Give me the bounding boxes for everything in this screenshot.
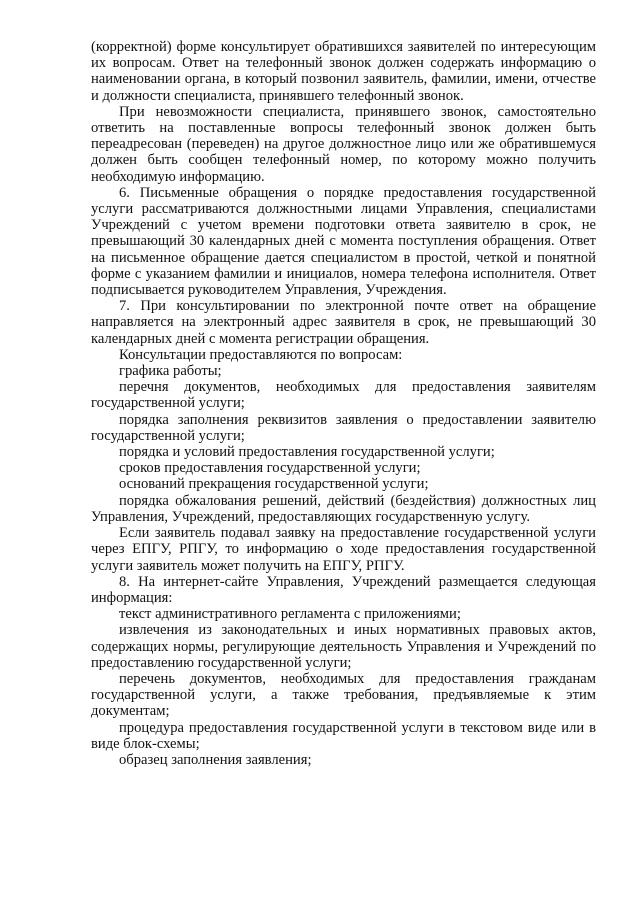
list-item-work-schedule: графика работы; bbox=[119, 363, 222, 380]
list-item-documents-list: перечня документов, необходимых для предоставления заявителям государственной услуги; bbox=[91, 379, 596, 412]
paragraph-written-requests: 6. Письменные обращения о порядке предоставления государственной услуги рассматриваются должностными лицами Управления, специалистами Учреждений с учетом времени подготовки ответа заявителю в срок, не превышающий 30 календарных дней с момента поступления обращения. Ответ на письменное обращение дается специалистом в простой, четкой и понятной форме с указанием фамилии и инициалов, номера телефона исполнителя. Ответ подписывается руководителем Управления, Учреждения. bbox=[91, 184, 596, 299]
paragraph-phone-answer-continuation: (корректной) форме консультирует обратившихся заявителей по интересующим их вопросам. Ответ на телефонный звонок должен содержать информацию о наименовании органа, в который позвонил заявитель, фамилии, имени, отчестве и должности специалиста, принявшего телефонный звонок. bbox=[91, 39, 596, 104]
list-item-conditions: порядка и условий предоставления государственной услуги; bbox=[119, 444, 495, 461]
list-item-termination-grounds: оснований прекращения государственной услуги; bbox=[119, 476, 429, 493]
list-item-application-sample: образец заполнения заявления; bbox=[119, 751, 312, 768]
paragraph-epgu-status: Если заявитель подавал заявку на предоставление государственной услуги через ЕПГУ, РПГУ, то информацию о ходе предоставления государственной услуги заявитель может получить на ЕПГУ, РПГУ. bbox=[91, 525, 596, 574]
paragraph-email-consulting: 7. При консультировании по электронной почте ответ на обращение направляется на электронный адрес заявителя в срок, не превышающий 30 календарных дней с момента регистрации обращения. bbox=[91, 298, 596, 347]
list-item-legal-extracts: извлечения из законодательных и иных нормативных правовых актов, содержащих нормы, регулирующие деятельность Управления и Учреждений по предоставлению государственной услуги; bbox=[91, 622, 596, 671]
list-item-deadlines: сроков предоставления государственной услуги; bbox=[119, 460, 421, 477]
list-item-regulation-text: текст административного регламента с приложениями; bbox=[119, 606, 461, 623]
paragraph-call-redirect: При невозможности специалиста, принявшего звонок, самостоятельно ответить на поставленные вопросы телефонный звонок должен быть переадресован (переведен) на другое должностное лицо или же обратившемуся должен быть сообщен телефонный номер, по которому можно получить необходимую информацию. bbox=[91, 103, 596, 185]
paragraph-website-info-intro: 8. На интернет-сайте Управления, Учреждений размещается следующая информация: bbox=[91, 573, 596, 606]
paragraph-consultation-topics-intro: Консультации предоставляются по вопросам: bbox=[119, 346, 403, 363]
list-item-required-documents: перечень документов, необходимых для предоставления гражданам государственной услуги, а также требования, предъявляемые к этим документам; bbox=[91, 670, 596, 720]
list-item-appeal-procedure: порядка обжалования решений, действий (бездействия) должностных лиц Управления, Учреждений, предоставляющих государственную услугу. bbox=[91, 492, 596, 525]
list-item-form-filling: порядка заполнения реквизитов заявления о предоставлении заявителю государственной услуги; bbox=[91, 411, 596, 444]
list-item-procedure-flowchart: процедура предоставления государственной услуги в текстовом виде или в виде блок-схемы; bbox=[91, 719, 596, 752]
